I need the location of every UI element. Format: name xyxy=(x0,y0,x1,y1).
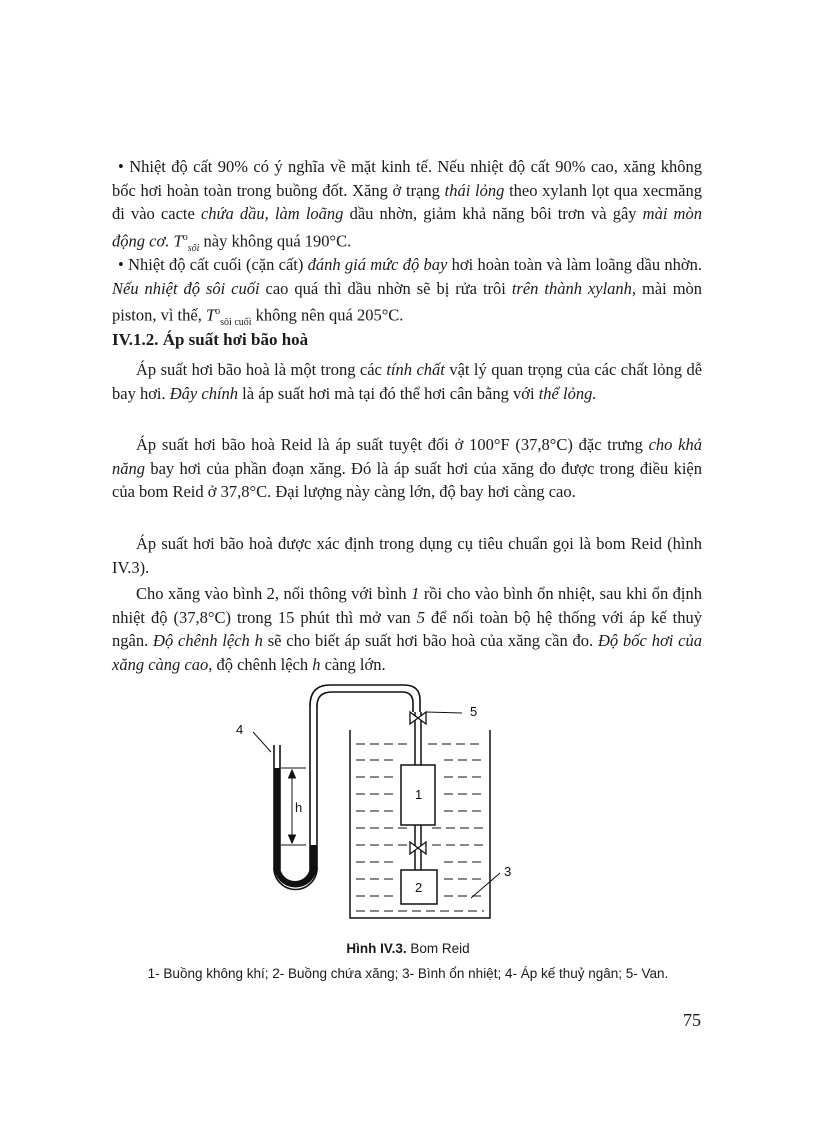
valve-5-icon xyxy=(410,712,426,724)
figure-label-2: 2 xyxy=(415,880,423,895)
figure-label-3: 3 xyxy=(504,864,512,879)
figure-caption: Hình IV.3. Bom Reid xyxy=(346,941,470,956)
paragraph-1: Áp suất hơi bão hoà là một trong các tính chất vật lý quan trọng của các chất lỏng dễ bay hơi. Đây chính là áp suất hơi mà tại đó thể hơi cân bằng với thể lỏng. xyxy=(112,360,703,403)
figure-label-h: h xyxy=(295,800,303,815)
h-arrow-bottom xyxy=(289,835,296,843)
valve-lower-icon xyxy=(410,842,426,854)
mercury-left-column xyxy=(274,768,280,868)
paragraph-2: Áp suất hơi bão hoà Reid là áp suất tuyệt đối ở 100°F (37,8°C) đặc trưng cho khả năng bay hơi của phần đoạn xăng. Đó là áp suất hơi của xăng đo được trong điều kiện của bom Reid ở 37,8°C. Đại lượng này càng lớn, độ bay hơi càng cao. xyxy=(112,435,703,501)
page-number: 75 xyxy=(683,1010,701,1030)
figure-legend: 1- Buồng không khí; 2- Buồng chứa xăng; 3- Bình ổn nhiệt; 4- Áp kế thuỷ ngân; 5- Van. xyxy=(147,966,669,981)
figure-label-1: 1 xyxy=(415,787,423,802)
bullet-marker: • xyxy=(118,255,124,274)
connecting-tube-outer xyxy=(310,685,420,712)
figure-label-5: 5 xyxy=(470,704,478,719)
bullet-paragraph-2: • Nhiệt độ cất cuối (cặn cất) đánh giá mức độ bay hơi hoàn toàn và làm loãng dầu nhờn. Nếu nhiệt độ sôi cuối cao quá thì dầu nhờn sẽ bị rửa trôi trên thành xylanh, mài mòn piston, vì thế, $T^o_{sôi cuối}$ không nên quá 205°C. xyxy=(112,255,703,328)
h-arrow-top xyxy=(289,770,296,778)
label-4-leader xyxy=(253,732,271,752)
figure-label-4: 4 xyxy=(236,722,244,737)
bullet-paragraph-1: • Nhiệt độ cất 90% có ý nghĩa về mặt kinh tế. Nếu nhiệt độ cất 90% cao, xăng không bốc hơi hoàn toàn trong buồng đốt. Xăng ở trạng thái lỏng theo xylanh lọt qua xecmăng đi vào cacte chứa dầu, làm loãng dầu nhờn, giảm khả năng bôi trơn và gây mài mòn động cơ. $T^o_{sôi}$ này không quá 190°C. xyxy=(112,157,703,254)
paragraph-4: Cho xăng vào bình 2, nối thông với bình 1 rồi cho vào bình ổn nhiệt, sau khi ổn định nhiệt độ (37,8°C) trong 15 phút thì mở van 5 để nối toàn bộ hệ thống với áp kế thuỷ ngân. Độ chênh lệch h sẽ cho biết áp suất hơi bão hoà của xăng cần đo. Độ bốc hơi của xăng càng cao, độ chênh lệch h càng lớn. xyxy=(112,584,703,674)
bullet-marker: • xyxy=(118,157,124,176)
section-heading: IV.1.2. Áp suất hơi bão hoà xyxy=(112,330,309,349)
connecting-tube-inner xyxy=(317,692,413,712)
label-5-leader xyxy=(426,712,462,713)
label-3-leader xyxy=(471,873,500,898)
mercury-right-column xyxy=(310,845,317,868)
paragraph-3: Áp suất hơi bão hoà được xác định trong dụng cụ tiêu chuẩn gọi là bom Reid (hình IV.3). xyxy=(112,534,702,577)
